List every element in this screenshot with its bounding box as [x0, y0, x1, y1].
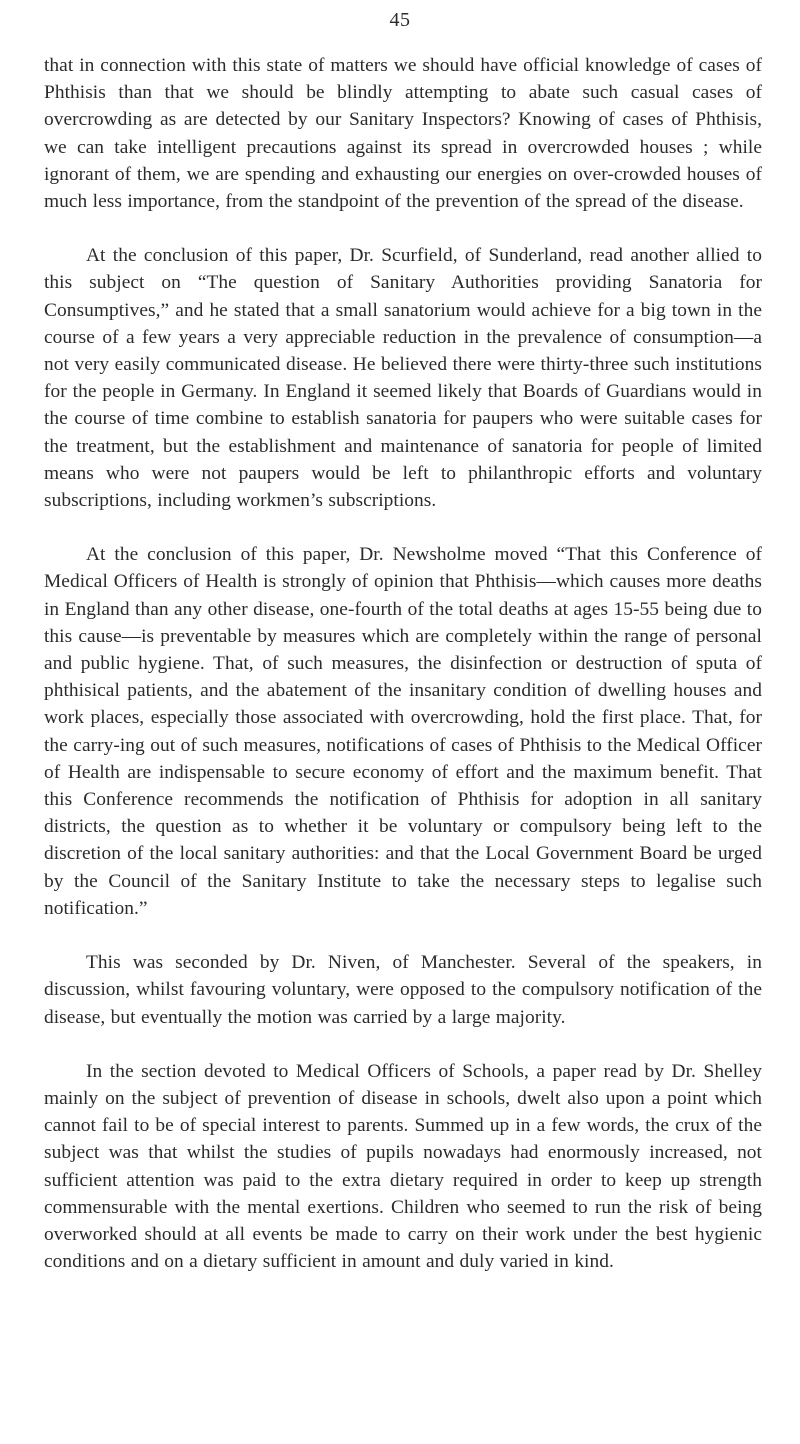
paragraph-newsholme-motion: At the conclusion of this paper, Dr. Newsholme moved “That this Conference of Medical Officers of Health is strongly of opinion that Phthisis—which causes more deaths in England than any other disease, one-fourth of the total deaths at ages 15-55 being due to this cause—is preventable by measures which are completely within the range of personal and public hygiene. That, of such measures, the disinfection or destruction of sputa of phthisical patients, and the abatement of the insanitary condition of dwelling houses and work places, especially those associated with overcrowding, hold the first place. That, for the carry-ing out of such measures, notifications of cases of Phthisis to the Medical Officer of Health are indispensable to secure economy of effort and the maximum benefit. That this Conference recommends the notification of Phthisis for adoption in all sanitary districts, the question as to whether it be voluntary or compulsory being left to the discretion of the local sanitary authorities: and that the Local Government Board be urged by the Council of the Sanitary Institute to take the necessary steps to legalise such notification.” — [44, 544, 762, 919]
paragraph-continuation: that in connection with this state of matters we should have official knowledge of cases of Phthisis than that we should be blindly attempting to abate such casual cases of overcrowding as are detected by our Sanitary Inspectors? Knowing of cases of Phthisis, we can take intelligent precautions against its spread in overcrowded houses ; while ignorant of them, we are spending and exhausting our energies on over-crowded houses of much less importance, from the standpoint of the prevention of the spread of the disease. — [44, 55, 762, 213]
paragraph-gap — [44, 514, 762, 541]
paragraph-shelley-schools: In the section devoted to Medical Officers of Schools, a paper read by Dr. Shelley mainly on the subject of prevention of disease in schools, dwelt also upon a point which cannot fail to be of special interest to parents. Summed up in a few words, the crux of the subject was that whilst the studies of pupils nowadays had enormously increased, not sufficient attention was paid to the extra dietary required in order to keep up strength commensurable with the mental exertions. Children who seemed to run the risk of being overworked should at all events be made to carry on their work under the best hygienic conditions and on a dietary sufficient in amount and duly varied in kind. — [44, 1060, 762, 1273]
paragraph-niven-seconded: This was seconded by Dr. Niven, of Manchester. Several of the speakers, in discussion, whilst favouring voluntary, were opposed to the compulsory notification of the disease, but eventually the motion was carried by a large majority. — [44, 952, 762, 1028]
body-text — [44, 52, 762, 1275]
paragraph-gap — [44, 922, 762, 949]
paragraph-scurfield: At the conclusion of this paper, Dr. Scurfield, of Sunderland, read another allied to this subject on “The question of Sanitary Authorities providing Sanatoria for Consumptives,” and he stated that a small sanatorium would achieve for a big town in the course of a few years a very appreciable reduction in the prevalence of consumption—a not very easily communicated disease. He believed there were thirty-three such institutions for the people in Germany. In England it seemed likely that Boards of Guardians would in the course of time combine to establish sanatoria for paupers who were suitable cases for the treatment, but the establishment and maintenance of sanatoria for people of limited means who were not paupers would be left to philanthropic efforts and voluntary subscriptions, including workmen’s subscriptions. — [44, 245, 762, 512]
page-number: 45 — [389, 9, 411, 31]
paragraph-gap — [44, 1031, 762, 1058]
paragraph-gap — [44, 215, 762, 242]
